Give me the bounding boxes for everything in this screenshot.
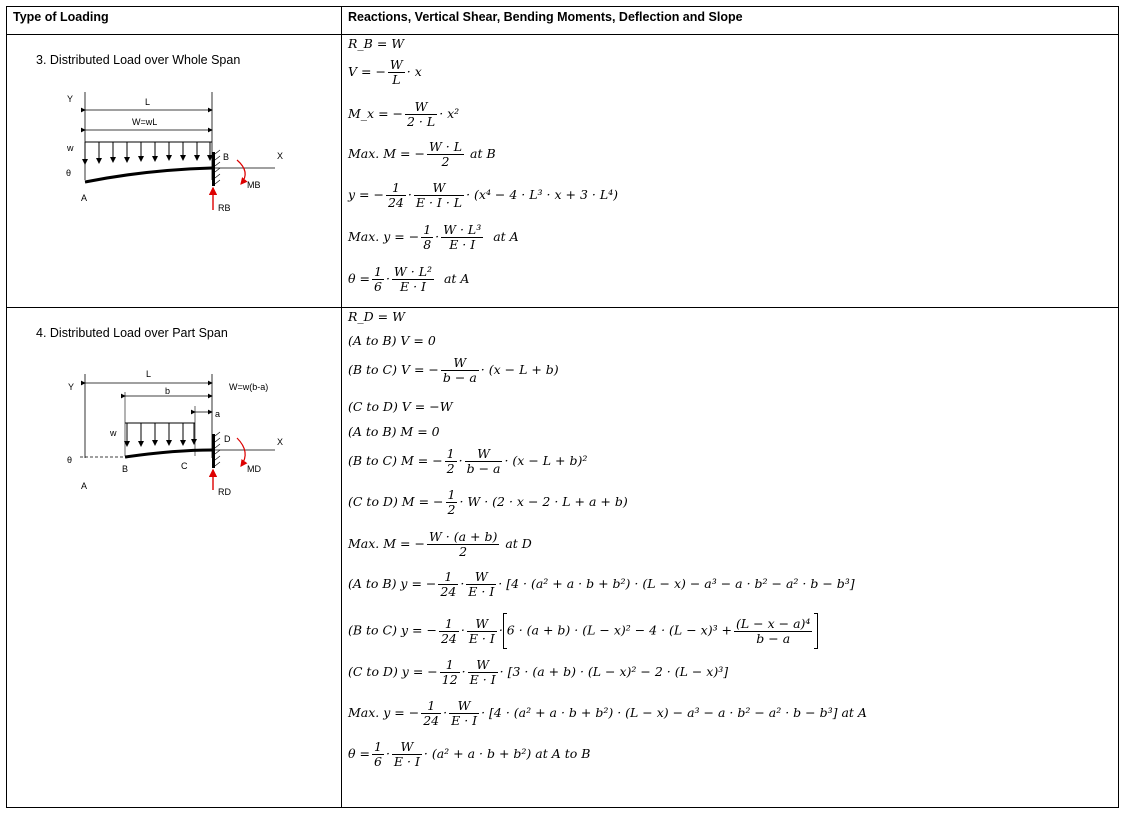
case4-rd: R_D = W: [348, 309, 405, 324]
table-border-left: [6, 6, 7, 808]
case4-b-point: B: [122, 464, 129, 474]
case4-rd-label: RD: [218, 487, 231, 497]
case3-v: V = − $\frac{W}{L}$ · x: [348, 57, 422, 87]
case4-b-label: b: [165, 386, 171, 396]
case4-w-small: w: [110, 428, 117, 438]
case4-a-point: A: [81, 481, 88, 491]
case3-a-label: A: [81, 193, 88, 203]
case3-y: y = − $\frac{1}{24}$ · $\frac{W}{E \cdot I \cdot L}$ · (x⁴ − 4 · L³ · x + 3 · L⁴): [348, 180, 619, 210]
case4-a-label: a: [215, 409, 221, 419]
case3-y-label: Y: [67, 94, 74, 104]
case3-title: 3. Distributed Load over Whole Span: [36, 53, 241, 67]
header-reactions: Reactions, Vertical Shear, Bending Moments, Deflection and Slope: [348, 10, 743, 24]
case4-ycd: (C to D) y = − $\frac{1}{12}$ · $\frac{W}{E \cdot I}$ · [3 · (a + b) · (L − x)² − 2 · (L − x)³]: [348, 657, 729, 687]
case4-vab: (A to B) V = 0: [348, 333, 436, 348]
case4-x-label: X: [277, 437, 284, 447]
case4-mab: (A to B) M = 0: [348, 424, 440, 439]
table-border-header: [6, 34, 1119, 35]
case4-mcd: (C to D) M = − $\frac{1}{2}$ · W · (2 · x − 2 · L + a + b): [348, 487, 628, 517]
case4-d-label: D: [224, 434, 231, 444]
header-type-of-loading: Type of Loading: [13, 10, 109, 24]
table-border-top: [6, 6, 1119, 7]
case4-vcd: (C to D) V = −W: [348, 399, 453, 414]
table-border-mid: [341, 6, 342, 808]
case3-beam-diagram: [55, 90, 305, 220]
case4-l-label: L: [146, 369, 152, 379]
case4-maxm: Max. M = − $\frac{W \cdot (a + b)}{2}$ at D: [348, 529, 532, 559]
case3-theta: θ = $\frac{1}{6}$ · $\frac{\text{W · L²}}{E \cdot I}$ at A: [348, 264, 470, 294]
case4-beam-diagram: [55, 366, 305, 501]
case4-mbc: (B to C) M = − $\frac{1}{2}$ · $\frac{W}{b - a}$ · (x − L + b)²: [348, 446, 588, 476]
case4-ybc: (B to C) y = − $\frac{1}{24}$ · $\frac{W}{E \cdot I}$ · 6 · (a + b) · (L − x)² − 4 · (L − x)³ + $\frac{\text{(L − x − a)⁴}}{b - a}$: [348, 613, 818, 649]
case4-vbc: (B to C) V = − $\frac{W}{b - a}$ · (x − L + b): [348, 355, 559, 385]
case3-w-small: w: [67, 143, 74, 153]
case4-yab: (A to B) y = − $\frac{1}{24}$ · $\frac{W}{E \cdot I}$ · [4 · (a² + a · b + b²) · (L − x) − a³ − a · b² − a² · b − b³]: [348, 569, 855, 599]
case3-rb-label: RB: [218, 203, 231, 213]
case3-maxm: Max. M = − $\frac{W \cdot L}{2}$ at B: [348, 139, 496, 169]
case3-mx: M_x = − $\frac{W}{2 \cdot L}$ · x²: [348, 99, 460, 129]
case3-rb: R_B = W: [348, 36, 405, 51]
case4-theta-label: θ: [67, 455, 73, 465]
case3-x-label: X: [277, 151, 284, 161]
case3-theta-label: θ: [66, 168, 72, 178]
case3-maxy: Max. y = − $\frac{1}{8}$ · $\frac{\text{W · L³}}{E \cdot I}$ at A: [348, 222, 519, 252]
table-border-right: [1118, 6, 1119, 808]
case3-b-label: B: [223, 152, 230, 162]
case3-l-label: L: [145, 97, 151, 107]
case3-mb-label: MB: [247, 180, 261, 190]
case4-y-label: Y: [68, 382, 75, 392]
case4-c-point: C: [181, 461, 188, 471]
case4-w-label: W=w(b-a): [229, 382, 269, 392]
case4-title: 4. Distributed Load over Part Span: [36, 326, 228, 340]
table-border-bottom: [6, 807, 1119, 808]
case4-theta: θ = $\frac{1}{6}$ · $\frac{W}{E \cdot I}$ · (a² + a · b + b²) at A to B: [348, 739, 591, 769]
case3-w-label: W=wL: [132, 117, 158, 127]
table-border-row: [6, 307, 1119, 308]
case4-maxy: Max. y = − $\frac{1}{24}$ · $\frac{W}{E \cdot I}$ · [4 · (a² + a · b + b²) · (L − x) − a³ − a · b² − a² · b − b³] at A: [348, 698, 867, 728]
case4-md-label: MD: [247, 464, 261, 474]
